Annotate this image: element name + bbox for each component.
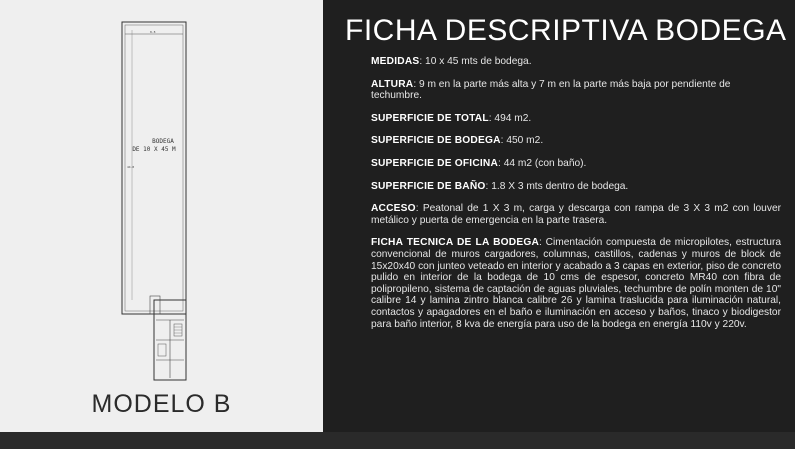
- access-ramp: [150, 296, 160, 314]
- spec-label: ACCESO: [371, 203, 416, 215]
- spec-acceso: [371, 203, 781, 226]
- bathroom-fixture: [158, 344, 166, 356]
- spec-text: : 9 m en la parte más alta y 7 m en la parte más baja por pendiente de techumbre.: [371, 78, 731, 102]
- spec-label: ALTURA: [371, 78, 414, 90]
- spec-label: FICHA TECNICA DE LA BODEGA: [371, 237, 540, 249]
- spec-superficie-bano: [371, 181, 781, 193]
- plan-label-line1: BODEGA: [152, 138, 174, 145]
- spec-superficie-oficina: [371, 158, 781, 170]
- page-title: FICHA DESCRIPTIVA BODEGA: [345, 14, 787, 47]
- floor-plan-panel: [0, 0, 323, 432]
- spec-text: : 44 m2 (con baño).: [498, 157, 587, 169]
- spec-medidas: [371, 56, 781, 68]
- spec-label: SUPERFICIE DE TOTAL: [371, 112, 489, 124]
- top-dimension-label: 8.8: [150, 30, 156, 34]
- spec-label: SUPERFICIE DE BAÑO: [371, 180, 486, 192]
- spec-text: : 1.8 X 3 mts dentro de bodega.: [485, 180, 629, 192]
- side-dimension-label: 44.8: [127, 165, 135, 169]
- floor-plan-drawing: [0, 0, 323, 432]
- spec-text: : 450 m2.: [500, 135, 544, 147]
- description-panel: [323, 0, 795, 432]
- spec-text: : Cimentación compuesta de micropilotes, estructura convencional de muros cargadores, columnas, castillos, cadenas y muros de block de 15x20x40 con junteo veteado en interior y acabado a 3 capas en exterior, piso de concreto pulido en interior de la bodega de 10 cms de espesor, concreto MR40 con fibra de polipropileno, sistema de captación de aguas pluviales, techumbre de polín monten de 10" calibre 14 y lamina zintro blanca calibre 26 y lamina traslucida para iluminación natural, contactos y apagadores en el baño e iluminación en acceso y baños, tinaco y biodigestor para baño interior, 8 kva de energía para uso de la bodega en energía 110v y 220v.: [371, 237, 782, 330]
- spec-text: : Peatonal de 1 X 3 m, carga y descarga con rampa de 3 X 3 m2 con louver metálico y puerta de emergencia en la parte trasera.: [371, 203, 781, 226]
- spec-altura: [371, 79, 781, 102]
- spec-text: : 10 x 45 mts de bodega.: [419, 56, 532, 67]
- spec-label: MEDIDAS: [371, 56, 420, 67]
- bottom-band: [0, 432, 795, 449]
- spec-label: SUPERFICIE DE OFICINA: [371, 157, 499, 169]
- spec-superficie-bodega: [371, 135, 781, 147]
- model-label: MODELO B: [91, 390, 232, 418]
- spec-label: SUPERFICIE DE BODEGA: [371, 135, 501, 147]
- spec-superficie-total: [371, 113, 781, 125]
- spec-text: : 494 m2.: [488, 112, 532, 124]
- spec-list: [371, 56, 781, 341]
- spec-ficha-tecnica: [371, 237, 781, 330]
- plan-label-line2: DE 10 X 45 M: [132, 146, 176, 153]
